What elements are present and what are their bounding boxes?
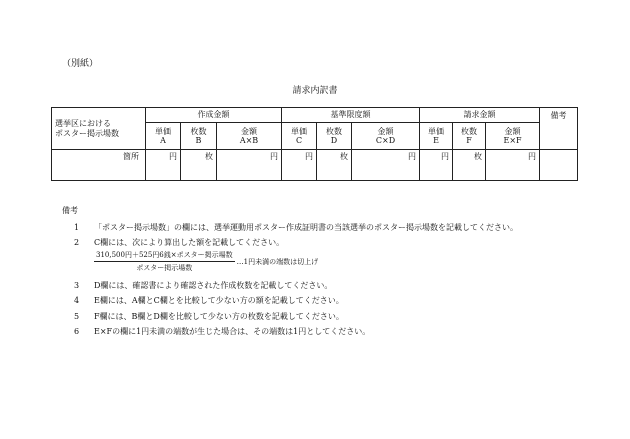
- poster-sites-header-text: 選挙区における ポスター掲示場数: [55, 119, 119, 138]
- cell-amount-axb[interactable]: 円: [217, 150, 282, 181]
- calculation-formula: [94, 250, 318, 273]
- note-number: 4: [74, 296, 80, 305]
- breakdown-table: [51, 107, 578, 181]
- col-label: 金額: [241, 126, 257, 136]
- note-item: [74, 237, 284, 248]
- group-header-limit: 基準限度額: [282, 108, 420, 123]
- col-label: 枚数: [461, 126, 478, 136]
- formula-denominator: ポスター掲示場数: [136, 264, 193, 272]
- col-label: 金額: [377, 126, 394, 136]
- col-letter: C: [295, 136, 303, 145]
- formula-fraction: [94, 250, 235, 273]
- cell-amount-cxd[interactable]: 円: [352, 150, 420, 181]
- col-label: 単価: [291, 126, 307, 136]
- formula-rounding-note: …1円未満の端数は切上げ: [236, 257, 319, 266]
- group-header-claim: 請求金額: [420, 108, 540, 123]
- cell-count-f[interactable]: 枚: [453, 150, 486, 181]
- note-item: [74, 222, 518, 233]
- note-item: [74, 280, 332, 291]
- col-label: 単価: [428, 126, 445, 136]
- note-text: C欄には、次により算出した額を記載してください。: [94, 238, 285, 247]
- col-header-e: [420, 123, 453, 150]
- poster-sites-cell[interactable]: 箇所: [52, 150, 146, 181]
- col-header-f: [453, 123, 486, 150]
- col-label: 金額: [504, 126, 521, 136]
- cell-count-b[interactable]: 枚: [181, 150, 217, 181]
- note-item: [74, 311, 344, 322]
- cell-amount-exf[interactable]: 円: [486, 150, 540, 181]
- note-item: [74, 326, 370, 337]
- col-letter: A×B: [239, 136, 259, 145]
- cell-unit-price-a[interactable]: 円: [146, 150, 181, 181]
- note-text: E×Fの欄に1円未満の端数が生じた場合は、その端数は1円としてください。: [94, 327, 371, 336]
- col-letter: C×D: [375, 136, 396, 145]
- note-number: 1: [74, 223, 80, 232]
- cell-unit-price-c[interactable]: 円: [282, 150, 317, 181]
- annex-label: （別紙）: [62, 59, 99, 69]
- note-text: D欄には、確認書により確認された作成枚数を記載してください。: [94, 281, 333, 290]
- col-header-axb: [217, 123, 282, 150]
- col-header-b: [181, 123, 217, 150]
- col-letter: E: [433, 136, 439, 145]
- remarks-header: 備考: [540, 108, 578, 150]
- col-header-d: [317, 123, 352, 150]
- note-text: F欄には、B欄とD欄を比較して少ない方の枚数を記載してください。: [94, 312, 344, 321]
- document-title: 請求内訳書: [292, 86, 338, 96]
- col-label: 枚数: [326, 126, 342, 136]
- col-letter: D: [330, 136, 338, 145]
- col-letter: E×F: [503, 136, 522, 145]
- col-header-cxd: [352, 123, 420, 150]
- col-letter: A: [160, 136, 166, 145]
- col-header-a: [146, 123, 181, 150]
- poster-sites-header: [52, 108, 146, 150]
- note-text: E欄には、A欄とC欄とを比較して少ない方の額を記載してください。: [94, 296, 344, 305]
- col-letter: F: [466, 136, 472, 145]
- notes-title: 備考: [62, 206, 78, 215]
- group-header-production: 作成金額: [146, 108, 282, 123]
- cell-unit-price-e[interactable]: 円: [420, 150, 453, 181]
- col-label: 枚数: [190, 126, 207, 136]
- cell-remarks[interactable]: [540, 150, 578, 181]
- col-label: 単価: [155, 126, 171, 136]
- col-header-exf: [486, 123, 540, 150]
- note-number: 6: [74, 327, 80, 336]
- formula-numerator: 310,500円＋525円6銭×ポスター掲示場数: [94, 250, 235, 262]
- note-text: 「ポスター掲示場数」の欄には、選挙運動用ポスター作成証明書の当該選挙のポスター掲示場数を記載してください。: [94, 223, 518, 232]
- cell-count-d[interactable]: 枚: [317, 150, 352, 181]
- note-number: 3: [74, 281, 80, 290]
- col-letter: B: [195, 136, 202, 145]
- note-number: 2: [74, 238, 80, 247]
- note-item: [74, 295, 344, 306]
- col-header-c: [282, 123, 317, 150]
- note-number: 5: [74, 312, 80, 321]
